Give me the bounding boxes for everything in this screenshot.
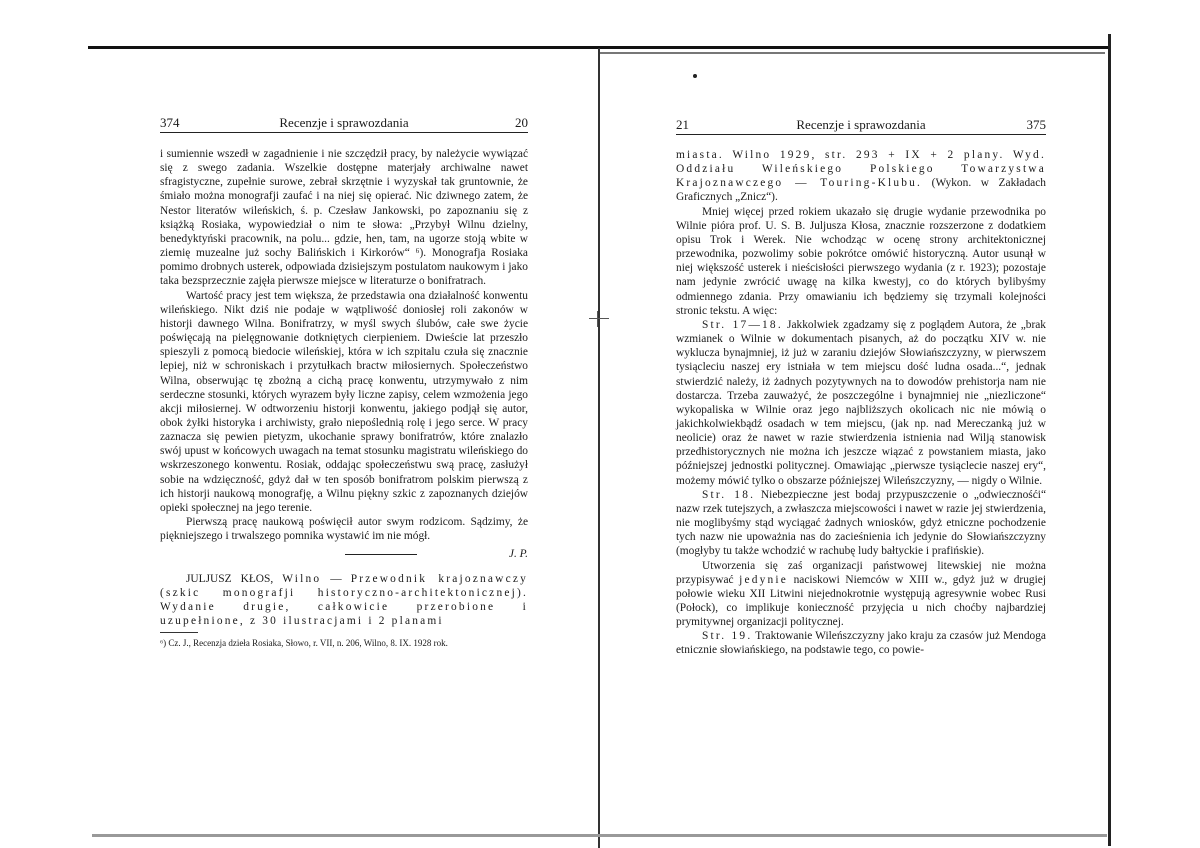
paragraph: Mniej więcej przed rokiem ukazało się drugie wydanie przewodnika po Wilnie pióra prof. U. S. B. Juljusza Kłosa, znacznie rozszerzone z dodatkiem opisu Trok i Werek. Nie wchodząc w ocenę strony architektonicznej przewodnika, pozwolimy sobie pokrótce omówić historyczną. Autor usunął w niej większość usterek i nieścisłości pierwszego wydania (z r. 1923); pozostaje nam jedynie zwrócić uwagę na kilka kwestyj, co do których bylibyśmy odmiennego zdania. Przy omawianiu ich będziemy się trzymali kolejności stronic tekstu. A więc: — [676, 205, 1046, 317]
footnote: ⁶) Cz. J., Recenzja dzieła Rosiaka, Słowo, r. VII, n. 206, Wilno, 8. IX. 1928 rok. — [160, 638, 448, 649]
scan-top-border-faint — [600, 52, 1105, 54]
right-running-title: Recenzje i sprawozdania — [796, 117, 926, 132]
right-folio-number: 21 — [676, 117, 689, 132]
paragraph-organization — [676, 559, 1046, 630]
gutter-mark-vertical — [597, 311, 598, 327]
paragraph-str-18 — [676, 488, 1046, 559]
left-running-title: Recenzje i sprawozdania — [279, 115, 409, 130]
review-continuation-rest: (Wykon. w Zakładach Graficznych „Znicz“). — [676, 177, 1046, 204]
left-body-text — [160, 147, 528, 649]
paragraph-part: Utworzenia się zaś organizacji państwowej litewskiej nie można przypisywać — [676, 559, 1046, 586]
review-continuation-spaced: miasta. Wilno 1929, str. 293 + IX + 2 plany. Wyd. Oddziału Wileńskiego Polskiego Towarzystwa Krajoznawczego — Touring-Klubu. — [676, 149, 1046, 190]
left-folio-number: 20 — [515, 115, 528, 130]
signature-rule — [345, 554, 417, 555]
emphasis-spaced: jedynie — [739, 573, 789, 586]
paragraph-str-19 — [676, 629, 1046, 657]
page-ref-label: Str. 18. — [702, 488, 756, 501]
right-page — [676, 114, 1046, 754]
right-body-text — [676, 148, 1046, 658]
review-title: Przewodnik krajoznawczy (szkic monografji historyczno-architektonicznej). Wydanie drugie, całkowicie przerobione i uzupełnione, z 30 ilustracjami i 2 planami — [160, 572, 529, 627]
paragraph-str-17-18 — [676, 318, 1046, 488]
scan-speck — [693, 74, 697, 78]
review-city: Wilno — [282, 572, 322, 585]
paragraph: i sumiennie wszedł w zagadnienie i nie szczędził pracy, by należycie wywiązać się z swego zadania. Wszelkie dostępne materjały archiwalne nawet sfragistyczne, zupełnie surowe, zebrał skrzętnie i wyzyskał tak gruntownie, że śmiało można monografji zaufać i na niej się opierać. Nic dziwnego zatem, że Nestor literatów wileńskich, ś. p. Czesław Jankowski, po zapoznaniu się z książką Rosiaka, wypowiedział o nim te słowa: „Przybył Wilnu dzielny, benedyktyński pracownik, na polu... gdzie, hen, tam, na ugorze stoją wbite w ziemię muzealne już sochy Balińskich i Kirkorów“ ⁶). Monografja Rosiaka pomimo drobnych usterek, odpowiada dzisiejszym postulatom naukowym i jako taka bezsprzecznie zajęła pierwsze miejsce w literaturze o bonifratrach. — [160, 148, 528, 288]
review-continuation — [676, 148, 1046, 205]
review-author: JULJUSZ KŁOS, — [186, 572, 283, 585]
review-dash: — — [321, 572, 351, 585]
left-page-number: 374 — [160, 115, 180, 130]
right-page-number: 375 — [1026, 117, 1046, 132]
page-ref-text: Niebezpieczne jest bodaj przypuszczenie o „odwiecznośći“ nazw rzek tutejszych, a zwłaszcza miejscowości i nawet w razie jej stwierdzenia, nie moglibyśmy stąd wyciągać żadnych wniosków, gdyż etniczne pochodzenie tych nazw nie upoważnia nas do zacieśnienia ich jedynie do Słowiańszczyzny (mogłyby tu także wchodzić w rachubę ludy bałtyckie i prafińskie). — [676, 488, 1046, 558]
left-page — [160, 112, 528, 752]
book-gutter — [598, 48, 600, 848]
left-page-header — [160, 112, 528, 133]
signature-line — [160, 547, 528, 561]
page-ref-label: Str. 17—18. — [702, 318, 783, 331]
signature: J. P. — [508, 548, 528, 561]
paragraph: Pierwszą pracę naukową poświęcił autor swym rodzicom. Sądzimy, że piękniejszego i trwalszego pomnika wystawić im nie mógł. — [160, 516, 528, 543]
paragraph: Wartość pracy jest tem większa, że przedstawia ona działalność konwentu wileńskiego. Nikt dziś nie podaje w wątpliwość doniosłej roli zakonów w historji dawnego Wilna. Bonifratrzy, w myśl swych ślubów, całe swe życie poświęcają na pielęgnowanie dotkniętych cierpieniem. Dwieście lat przeszło spieszyli z pomocą biedocie wileńskiej, która w ich szpitalu czuła się znacznie lepiej, niż w schroniskach i przytułkach bractw miłosiernych. Społeczeństwo Wilna, obserwując tę zbożną a cichą pracę konwentu, utrzymywało z nim serdeczne stosunki, których wyrazem były liczne zapisy, celem wzmożenia jego akcji miłosiernej. W odtworzeniu historji konwentu, jakiego podjął się autor, obok żyłki historyka i archiwisty, grało niepoślednią rolę i jego serce. W pracy zaznacza się pewien pietyzm, ukochanie sprawy bonifratrów, które znalazło swój upust w końcowych uwagach na temat stosunku magistratu wileńskiego do wskrzeszonego konwentu. Rosiak, oddając społeczeństwu swą pracę, zasłużył sobie na wdzięczność, gdyż dał w ten sposób bonifratrom polskim pierwszą z ich historji naukową monografję, a Wilnu piękny szkic z zapoznanych dziejów opieki społecznej na jego terenie. — [160, 289, 528, 514]
page-ref-text: Jakkolwiek zgadzamy się z poglądem Autora, że „brak wzmianek o Wilnie w dokumentach pisanych, aż do początku XIV w. nie wyklucza bynajmniej, iż już w zaraniu dziejów Słowiańszczyzny, w pierwszem tysiącleciu naszej ery istniała w tem miejscu dość ludna osada...“, jednak stwierdzić należy, iż żadnych pozytywnych na to dowodów prehistorja nam nie dostarcza. Trzeba zauważyć, że poszczególne i bynajmniej nie „niezliczone“ wykopaliska w Wilnie oraz jego najbliższych okolicach nic nie mówią o jakichkolwiekbądź osadach w tem miejscu, (jak np. nad Mereczanką już w neolicie) oraz że nawet w razie stwierdzenia istnienia nad Wilją stanowisk przedhistorycznych nie można ich jeszcze wiązać z powstaniem miasta, jako późniejszej jednostki politycznej. Omawiając „pierwsze tysiąclecie naszej ery“, możemy mówić tylko o obszarze późniejszej Wileńszczyzny, — nigdy o Wilnie. — [676, 318, 1046, 487]
review-heading — [160, 572, 528, 629]
gutter-mark — [589, 318, 609, 319]
right-page-header — [676, 114, 1046, 135]
page-ref-text: Traktowanie Wileńszczyzny jako kraju za czasów już Mendoga etnicznie słowiańskiego, na podstawie tego, co powie- — [676, 630, 1046, 657]
footnote-rule — [160, 632, 198, 633]
page-ref-label: Str. 19. — [702, 630, 753, 643]
scan-bottom-border — [92, 834, 1107, 837]
scan-right-border — [1108, 34, 1111, 846]
paragraph-part: naciskowi Niemców w XIII w., gdyż już w drugiej połowie wieku XII Litwini niejednokrotnie występują agresywnie wobec Rusi (Połock), co implikuje konieczność przyjęcia u nich choćby najbardziej prymitywnej organizacji politycznej. — [676, 573, 1046, 629]
